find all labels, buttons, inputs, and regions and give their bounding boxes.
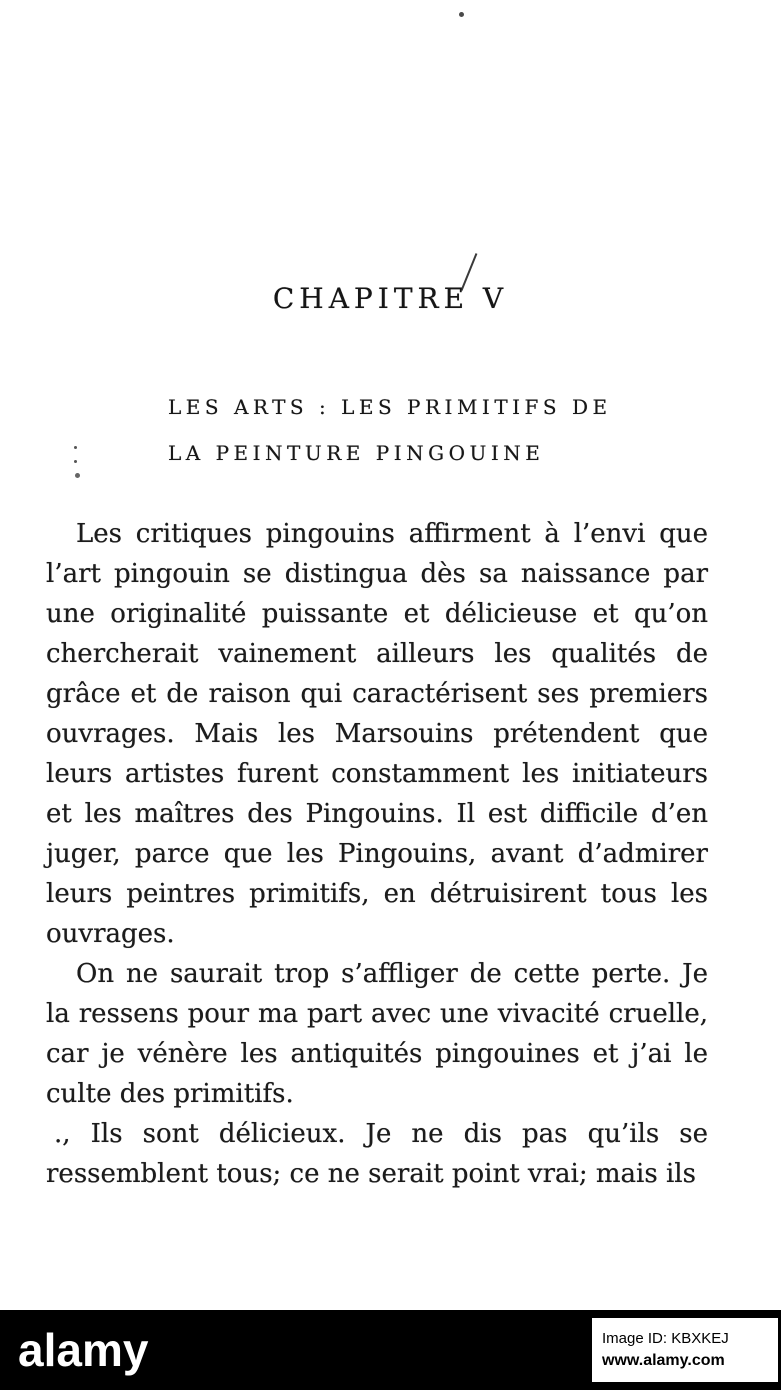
ink-speck: [459, 12, 464, 17]
watermark-info-panel: [592, 1318, 778, 1382]
section-title: [168, 384, 612, 476]
ink-speck: [74, 446, 77, 449]
paragraph-1: Les critiques pingouins affirment à l’envi que l’art pingouin se distingua dès sa naissance par une originalité puissante et délicieuse et qu’on chercherait vainement ailleurs les qualités de grâce et de raison qui caractérisent ses premiers ouvrages. Mais les Marsouins prétendent que leurs artistes furent constamment les initiateurs et les maîtres des Pingouins. Il est difficile d’en juger, parce que les Pingouins, avant d’admirer leurs peintres primitifs, en détruisirent tous les ouvrages.: [46, 519, 708, 949]
chapter-title: CHAPITRE V: [272, 282, 509, 315]
alamy-logo: alamy: [18, 1324, 149, 1376]
section-title-line1: LES ARTS : LES PRIMITIFS DE: [168, 395, 612, 419]
section-title-line2: LA PEINTURE PINGOUINE: [168, 441, 545, 465]
paragraph-3: ., Ils sont délicieux. Je ne dis pas qu’ils se ressemblent tous; ce ne serait point vrai; mais ils: [46, 1119, 708, 1189]
alamy-url: www.alamy.com: [602, 1352, 725, 1369]
watermark-bar: [0, 1310, 781, 1390]
page-body: [46, 514, 708, 1194]
image-id-label: Image ID: KBXKEJ: [602, 1330, 729, 1347]
paragraph-2: On ne saurait trop s’affliger de cette perte. Je la ressens pour ma part avec une vivacité cruelle, car je vénère les antiquités pingouines et j’ai le culte des primitifs.: [46, 959, 708, 1109]
